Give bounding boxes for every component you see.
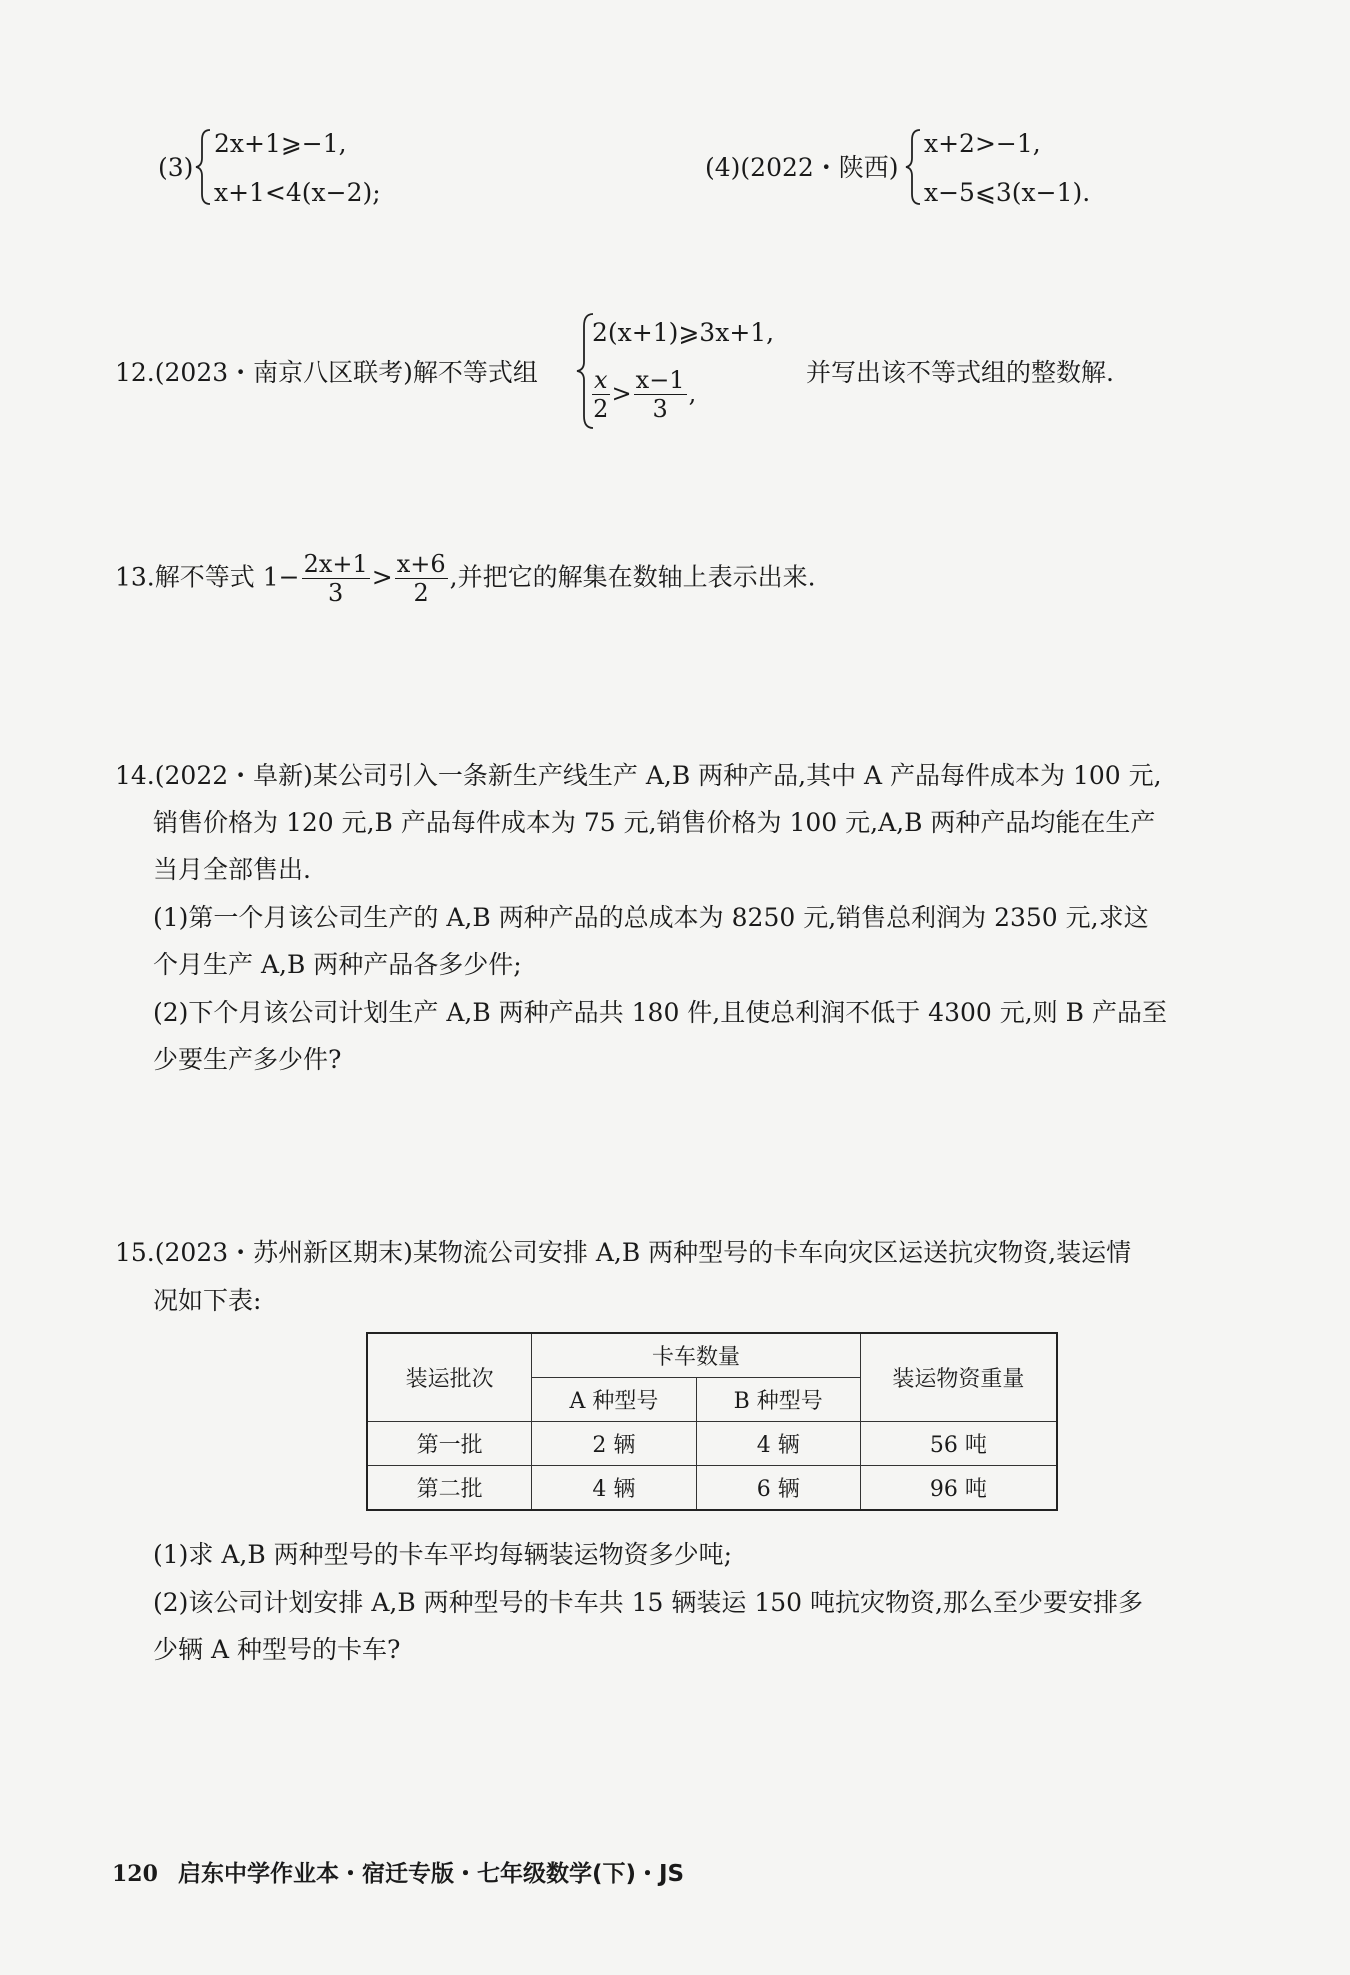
problem11-part3-label: (3) — [158, 153, 194, 182]
problem11-part3-line2: x+1<4(x−2); — [214, 178, 381, 207]
problem15-question-1: (2)该公司计划安排 A,B 两种型号的卡车共 15 辆装运 150 吨抗灾物资,那么至少要安排多 — [153, 1588, 1143, 1617]
problem11-part4-line1: x+2>−1, — [924, 129, 1041, 158]
problem14-line-0: 14.(2022・阜新)某公司引入一条新生产线生产 A,B 两种产品,其中 A 产品每件成本为 100 元, — [115, 761, 1162, 790]
problem14-line-4: 个月生产 A,B 两种产品各多少件; — [153, 950, 522, 979]
table-header-type-b: B 种型号 — [696, 1378, 860, 1422]
table-cell-batch: 第二批 — [367, 1466, 532, 1511]
problem13-line — [115, 552, 816, 606]
table-row — [367, 1466, 1057, 1511]
table-row — [367, 1422, 1057, 1466]
problem14-line-5: (2)下个月该公司计划生产 A,B 两种产品共 180 件,且使总利润不低于 4300 元,则 B 产品至 — [153, 998, 1167, 1027]
problem15-line-0: 15.(2023・苏州新区期末)某物流公司安排 A,B 两种型号的卡车向灾区运送抗灾物资,装运情 — [115, 1238, 1132, 1267]
page-number: 120 — [112, 1861, 158, 1887]
problem12-line1: 2(x+1)⩾3x+1, — [592, 318, 775, 347]
frac-denominator: 3 — [652, 395, 668, 424]
relation-symbol: > — [371, 562, 393, 592]
shipping-table — [366, 1332, 1058, 1511]
footer-book-title: 启东中学作业本・宿迁专版・七年级数学(下)・JS — [177, 1861, 685, 1887]
table-cell-b: 6 辆 — [696, 1466, 860, 1511]
problem13-suffix: ,并把它的解集在数轴上表示出来. — [449, 562, 816, 592]
problem14-line-6: 少要生产多少件? — [153, 1045, 342, 1074]
problem12-line2 — [590, 368, 696, 422]
problem15-line-1: 况如下表: — [153, 1286, 262, 1315]
problem13-prefix: 13.解不等式 1− — [115, 562, 300, 592]
problem12-prefix: 12.(2023・南京八区联考)解不等式组 — [115, 358, 538, 387]
problem14-line-2: 当月全部售出. — [153, 855, 311, 884]
problem12-suffix: 并写出该不等式组的整数解. — [806, 358, 1114, 387]
table-header-batch: 装运批次 — [367, 1333, 532, 1422]
frac-denominator: 2 — [593, 395, 609, 424]
table-header-type-a: A 种型号 — [532, 1378, 696, 1422]
table-cell-a: 2 辆 — [532, 1422, 696, 1466]
frac-denominator: 2 — [413, 579, 429, 608]
page-footer — [112, 1855, 684, 1888]
frac-numerator: 2x+1 — [303, 550, 368, 578]
problem15-question-0: (1)求 A,B 两种型号的卡车平均每辆装运物资多少吨; — [153, 1540, 733, 1569]
table-cell-weight: 56 吨 — [860, 1422, 1057, 1466]
table-cell-b: 4 辆 — [696, 1422, 860, 1466]
problem15-question-2: 少辆 A 种型号的卡车? — [153, 1635, 401, 1664]
frac-numerator: x+6 — [396, 550, 446, 578]
frac-numerator: x — [594, 366, 608, 394]
relation-symbol: > — [611, 379, 632, 408]
problem11-part4-label: (4)(2022・陕西) — [705, 153, 899, 182]
frac-numerator: x−1 — [635, 366, 685, 394]
problem11-part4-line2: x−5⩽3(x−1). — [924, 178, 1091, 207]
left-brace-icon — [904, 128, 924, 206]
frac-denominator: 3 — [328, 579, 344, 608]
line-end-comma: , — [688, 379, 697, 408]
table-header-trucks: 卡车数量 — [532, 1333, 861, 1378]
left-brace-icon — [194, 128, 214, 206]
table-cell-weight: 96 吨 — [860, 1466, 1057, 1511]
problem14-line-3: (1)第一个月该公司生产的 A,B 两种产品的总成本为 8250 元,销售总利润为 2350 元,求这 — [153, 903, 1149, 932]
table-cell-a: 4 辆 — [532, 1466, 696, 1511]
table-cell-batch: 第一批 — [367, 1422, 532, 1466]
problem11-part3-line1: 2x+1⩾−1, — [214, 129, 347, 158]
problem14-line-1: 销售价格为 120 元,B 产品每件成本为 75 元,销售价格为 100 元,A,B 两种产品均能在生产 — [153, 808, 1156, 837]
table-header-weight: 装运物资重量 — [860, 1333, 1057, 1422]
